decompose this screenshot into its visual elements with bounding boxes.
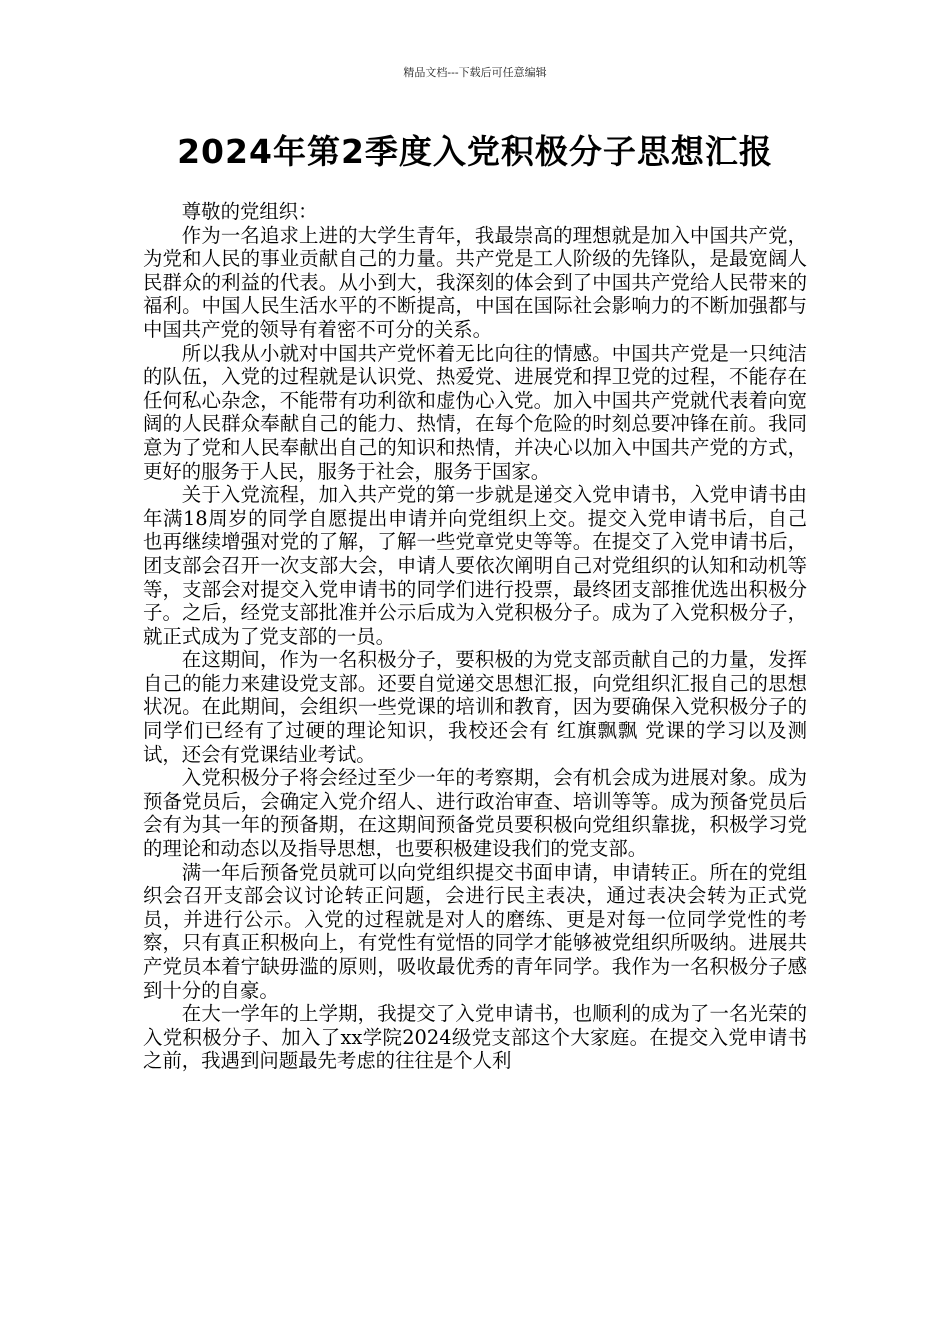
paragraph-4: 在这期间，作为一名积极分子，要积极的为党支部贡献自己的力量，发挥自己的能力来建设党支部。还要自觉递交思想汇报，向党组织汇报自己的思想状况。在此期间，会组织一些党课的培训和教育，因为要确保入党积极分子的同学们已经有了过硬的理论知识，我校还会有 红旗飘飘 党课的学习以及测试，还会有党课结业考试。: [143, 648, 807, 766]
greeting: 尊敬的党组织：: [181, 200, 318, 223]
paragraph-2: 所以我从小就对中国共产党怀着无比向往的情感。中国共产党是一只纯洁的队伍，入党的过程就是认识党、热爱党、进展党和捍卫党的过程，不能存在任何私心杂念，不能带有功利欲和虚伪心入党。加入中国共产党就代表着向宽阔的人民群众奉献自己的能力、热情，在每个危险的时刻总要冲锋在前。我同意为了党和人民奉献出自己的知识和热情，并决心以加入中国共产党的方式，更好的服务于人民，服务于社会，服务于国家。: [143, 341, 807, 483]
paragraph-6: 满一年后预备党员就可以向党组织提交书面申请，申请转正。所在的党组织会召开支部会议讨论转正问题，会进行民主表决，通过表决会转为正式党员，并进行公示。入党的过程就是对人的磨练、更是对每一位同学党性的考察，只有真正积极向上，有党性有觉悟的同学才能够被党组织所吸纳。进展共产党员本着宁缺毋滥的原则，吸收最优秀的青年同学。我作为一名积极分子感到十分的自豪。: [143, 860, 807, 1002]
paragraph-3: 关于入党流程，加入共产党的第一步就是递交入党申请书，入党申请书由年满18周岁的同学自愿提出申请并向党组织上交。提交入党申请书后，自己也再继续增强对党的了解，了解一些党章党史等等。在提交了入党申请书后，团支部会召开一次支部大会，申请人要依次阐明自己对党组织的认知和动机等等，支部会对提交入党申请书的同学们进行投票，最终团支部推优选出积极分子。之后，经党支部批准并公示后成为入党积极分子。成为了入党积极分子，就正式成为了党支部的一员。: [143, 483, 807, 648]
document-body: [143, 200, 807, 1073]
page-header: 精品文档---下载后可任意编辑: [403, 66, 547, 79]
paragraph-5: 入党积极分子将会经过至少一年的考察期，会有机会成为进展对象。成为预备党员后，会确定入党介绍人、进行政治审查、培训等等。成为预备党员后会有为其一年的预备期，在这期间预备党员要积极向党组织靠拢，积极学习党的理论和动态以及指导思想，也要积极建设我们的党支部。: [143, 766, 807, 861]
paragraph-1: 作为一名追求上进的大学生青年，我最崇高的理想就是加入中国共产党，为党和人民的事业贡献自己的力量。共产党是工人阶级的先锋队，是最宽阔人民群众的利益的代表。从小到大，我深刻的体会到了中国共产党给人民带来的福利。中国人民生活水平的不断提高，中国在国际社会影响力的不断加强都与中国共产党的领导有着密不可分的关系。: [143, 223, 807, 341]
paragraph-7: 在大一学年的上学期，我提交了入党申请书，也顺利的成为了一名光荣的入党积极分子、加入了xx学院2024级党支部这个大家庭。在提交入党申请书之前，我遇到问题最先考虑的往往是个人利: [143, 1002, 807, 1073]
document-title: 2024年第2季度入党积极分子思想汇报: [177, 132, 773, 171]
